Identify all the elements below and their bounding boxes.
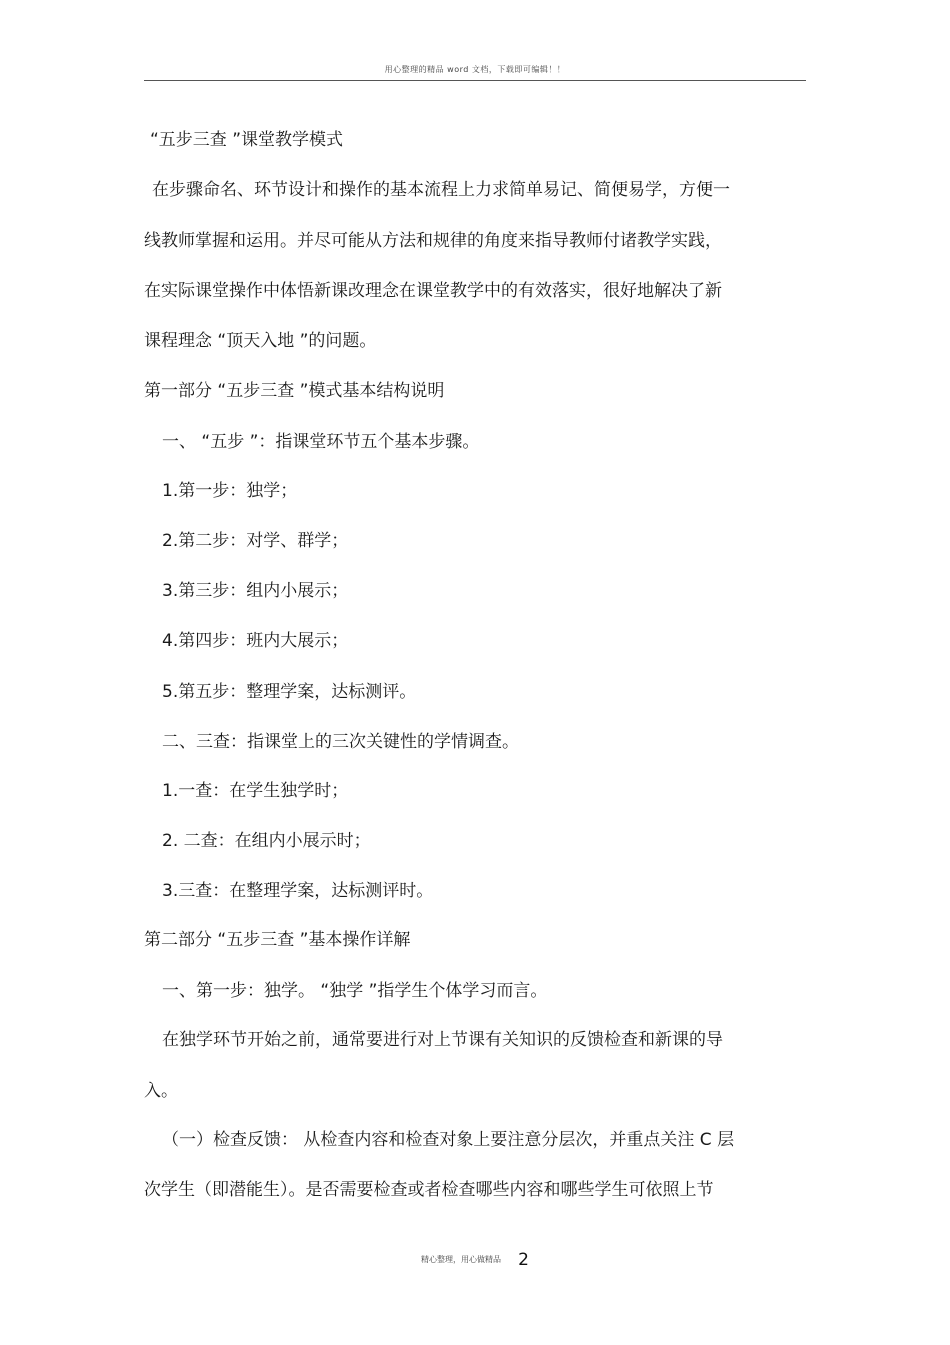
list-item: 1.第一步：独学； (162, 481, 298, 501)
paragraph-line: 在实际课堂操作中体悟新课改理念在课堂教学中的有效落实，很好地解决了新 (144, 281, 722, 301)
paragraph-line: 在独学环节开始之前，通常要进行对上节课有关知识的反馈检查和新课的导 (162, 1030, 723, 1050)
subsection-heading: 二、三查：指课堂上的三次关键性的学情调查。 (162, 732, 519, 752)
header-divider (144, 80, 806, 81)
subsection-heading: 一、 “五步 ”：指课堂环节五个基本步骤。 (162, 432, 480, 452)
document-title: “五步三查 ”课堂教学模式 (150, 130, 344, 150)
section-heading: 第一部分 “五步三查 ”模式基本结构说明 (144, 381, 445, 401)
subsection-heading: 一、第一步：独学。 “独学 ”指学生个体学习而言。 (162, 981, 548, 1001)
header-text: 用心整理的精品 word 文档，下载即可编辑！！ (384, 65, 566, 74)
footer-text: 精心整理，用心做精品 (421, 1255, 502, 1264)
list-item: 5.第五步：整理学案，达标测评。 (162, 682, 417, 702)
paragraph-line: 线教师掌握和运用。并尽可能从方法和规律的角度来指导教师付诸教学实践， (144, 231, 722, 251)
paragraph-line: 在步骤命名、环节设计和操作的基本流程上力求简单易记、简便易学，方便一 (152, 180, 730, 200)
list-item: 3.第三步：组内小展示； (162, 581, 349, 601)
paragraph-line: 次学生（即潜能生）。是否需要检查或者检查哪些内容和哪些学生可依照上节 (144, 1180, 714, 1200)
list-item: 3.三查：在整理学案，达标测评时。 (162, 881, 434, 901)
list-item: 2. 二查：在组内小展示时； (162, 831, 371, 851)
list-item: 2.第二步：对学、群学； (162, 531, 349, 551)
list-item: 1.一查：在学生独学时； (162, 781, 349, 801)
paragraph-line: 课程理念 “顶天入地 ”的问题。 (144, 331, 377, 351)
list-item: 4.第四步：班内大展示； (162, 631, 349, 651)
paragraph-line: 入。 (144, 1081, 178, 1101)
section-heading: 第二部分 “五步三查 ”基本操作详解 (144, 930, 411, 950)
page-number: 2 (518, 1249, 529, 1270)
page-footer (0, 1249, 950, 1270)
paragraph-line: （一）检查反馈： 从检查内容和检查对象上要注意分层次，并重点关注 C 层 (162, 1130, 735, 1150)
